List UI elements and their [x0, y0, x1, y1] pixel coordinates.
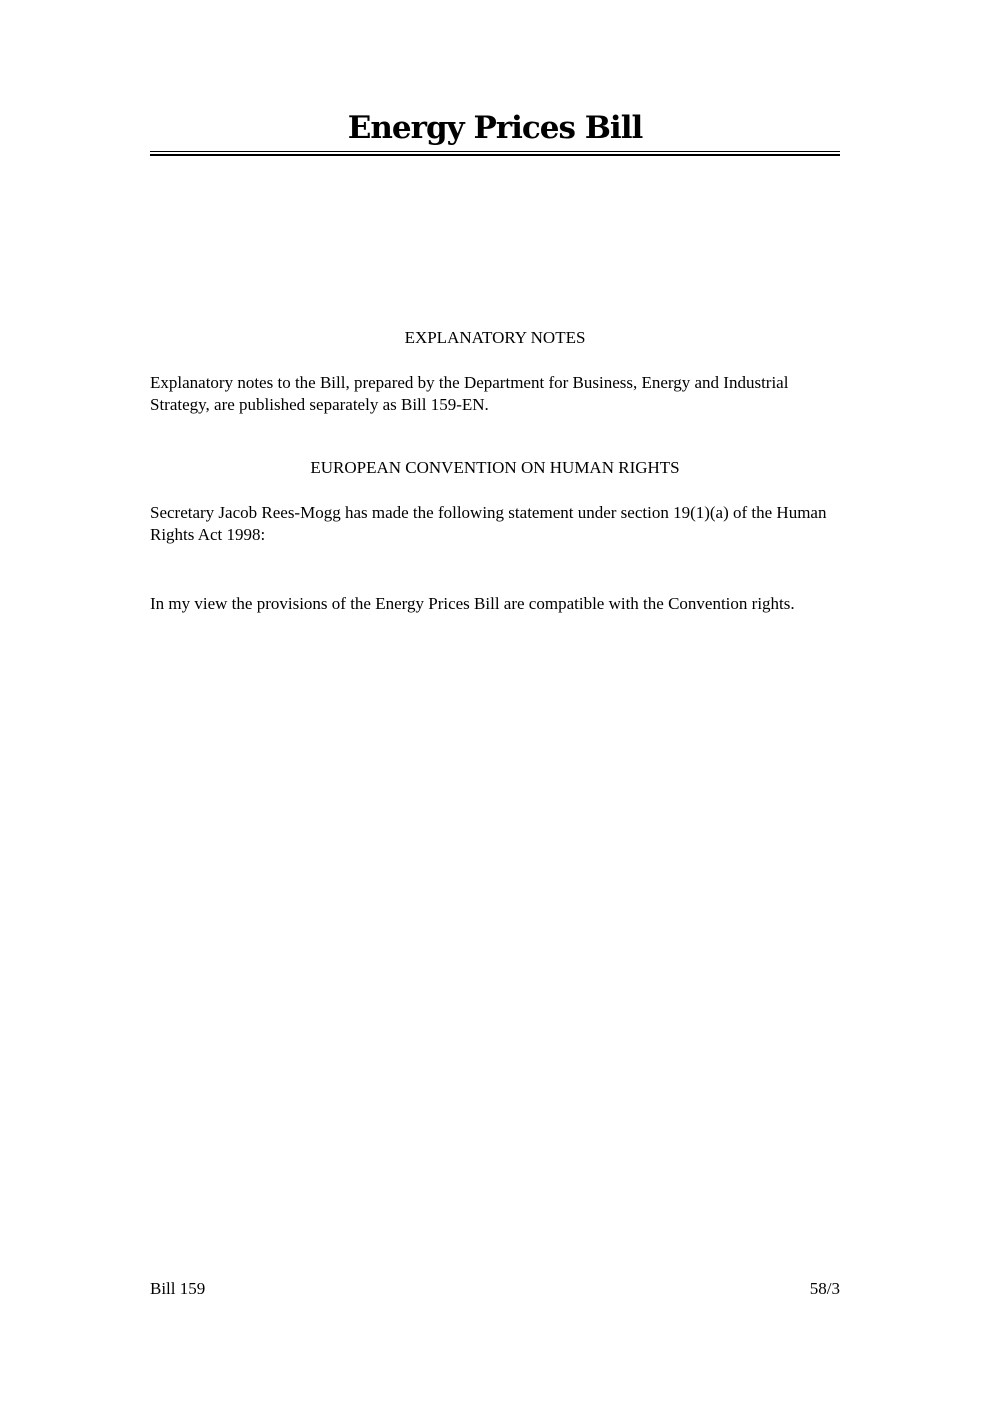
footer-bill-number: Bill 159	[150, 1279, 206, 1298]
title-rule-thin	[150, 151, 840, 152]
echr-text: Secretary Jacob Rees-Mogg has made the following statement under section 19(1)(a) of the Human Rights Act 1998:	[150, 503, 827, 544]
explanatory-notes-heading: EXPLANATORY NOTES	[404, 328, 586, 347]
document-title: Energy Prices Bill	[347, 110, 643, 146]
explanatory-notes-text: Explanatory notes to the Bill, prepared by the Department for Business, Energy and Industrial Strategy, are published separately as Bill 159-EN.	[150, 373, 789, 414]
title-rule-thick	[150, 154, 840, 156]
echr-heading: EUROPEAN CONVENTION ON HUMAN RIGHTS	[310, 458, 680, 477]
footer-reference: 58/3	[809, 1279, 840, 1298]
echr-statement: In my view the provisions of the Energy Prices Bill are compatible with the Convention rights.	[150, 594, 795, 613]
